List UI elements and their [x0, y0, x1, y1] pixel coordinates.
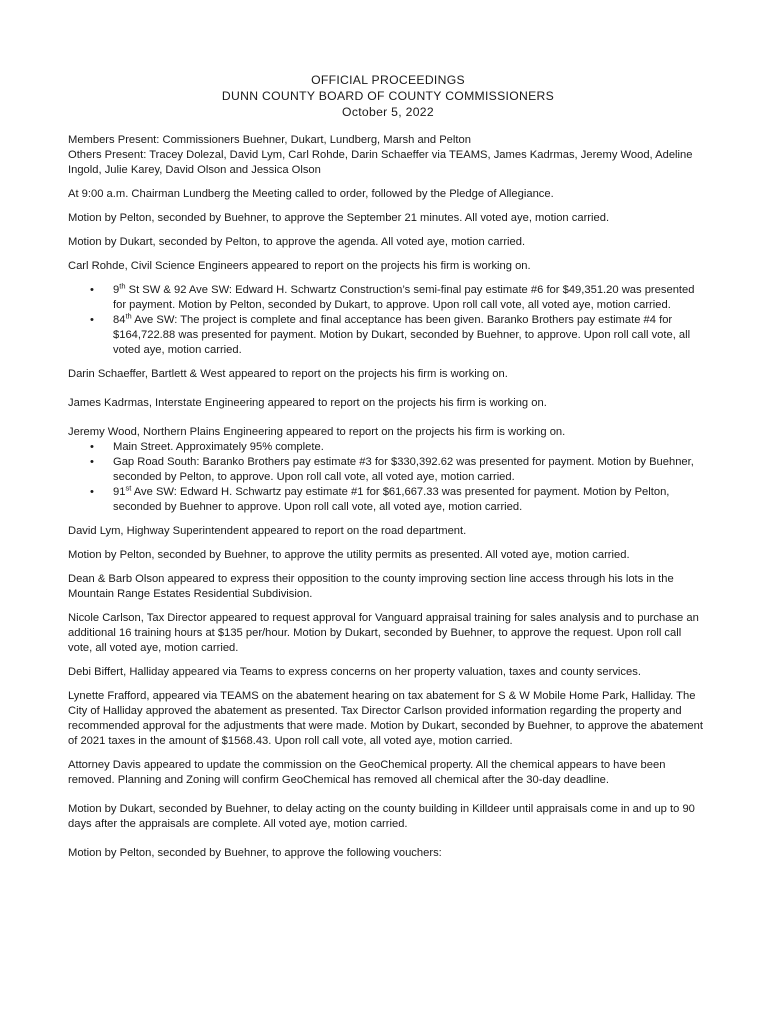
others-present: Others Present: Tracey Dolezal, David Lym, Carl Rohde, Darin Schaeffer via TEAMS, James Kadrmas, Jeremy Wood, Adeline Ingold, Julie Karey, David Olson and Jessica Olson [68, 149, 693, 176]
list-item: • 91st Ave SW: Edward H. Schwartz pay estimate #1 for $61,667.33 was presented for payment. Motion by Pelton, seconded by Buehner to approve. Upon roll call vote, all voted aye, motion carried. [113, 485, 708, 515]
header-title: OFFICIAL PROCEEDINGS [311, 73, 465, 87]
header-date: October 5, 2022 [342, 105, 434, 119]
paragraph-olson-opposition: Dean & Barb Olson appeared to express their opposition to the county improving section line access through his lots in the Mountain Range Estates Residential Subdivision. [68, 573, 674, 600]
members-present: Members Present: Commissioners Buehner, Dukart, Lundberg, Marsh and Pelton [68, 134, 471, 146]
paragraph-biffert-concerns: Debi Biffert, Halliday appeared via Teams to express concerns on her property valuation, taxes and county services. [68, 666, 641, 678]
paragraph-frafford-abatement: Lynette Frafford, appeared via TEAMS on the abatement hearing on tax abatement for S & W Mobile Home Park, Halliday. The City of Halliday approved the abatement as presented. Tax Director Carlson provided information regarding the property and recommended approval for the adjustments that were made. Motion by Dukart, seconded by Buehner, to approve the abatement of 2021 taxes in the amount of $1568.43. Upon roll call vote, all voted aye, motion carried. [68, 690, 703, 747]
paragraph-kadrmas-report: James Kadrmas, Interstate Engineering appeared to report on the projects his firm is working on. [68, 397, 547, 409]
header-board-name: DUNN COUNTY BOARD OF COUNTY COMMISSIONERS [221, 89, 555, 103]
paragraph-minutes-motion: Motion by Pelton, seconded by Buehner, to approve the September 21 minutes. All voted aye, motion carried. [68, 212, 610, 224]
list-item: • 84th Ave SW: The project is complete and final acceptance has been given. Baranko Brothers pay estimate #4 for $164,722.88 was presented for payment. Motion by Dukart, seconded by Buehner, to approve. Upon roll call vote, all voted aye, motion carried. [113, 313, 708, 358]
list-item: • Gap Road South: Baranko Brothers pay estimate #3 for $330,392.62 was presented for payment. Motion by Buehner, seconded by Pelton, to approve. Upon roll call vote, all voted aye, motion carried. [113, 455, 708, 485]
paragraph-rohde-report: Carl Rohde, Civil Science Engineers appeared to report on the projects his firm is working on. [68, 260, 531, 272]
list-item: • 9th St SW & 92 Ave SW: Edward H. Schwartz Construction’s semi-final pay estimate #6 for $49,351.20 was presented for payment. Motion by Pelton, seconded by Dukart, to approve. Upon roll call vote, all voted aye, motion carried. [113, 283, 708, 313]
list-item: • Main Street. Approximately 95% complete. [113, 440, 708, 455]
paragraph-county-building: Motion by Dukart, seconded by Buehner, to delay acting on the county building in Killdeer until appraisals come in and up to 90 days after the appraisals are complete. All voted aye, motion carried. [68, 803, 695, 830]
paragraph-agenda-motion: Motion by Dukart, seconded by Pelton, to approve the agenda. All voted aye, motion carried. [68, 236, 526, 248]
document-header [68, 72, 708, 120]
paragraph-call-to-order: At 9:00 a.m. Chairman Lundberg the Meeting called to order, followed by the Pledge of Allegiance. [68, 188, 554, 200]
paragraph-lym-report: David Lym, Highway Superintendent appeared to report on the road department. [68, 525, 467, 537]
paragraph-vouchers-motion: Motion by Pelton, seconded by Buehner, to approve the following vouchers: [68, 847, 442, 859]
paragraph-schaeffer-report: Darin Schaeffer, Bartlett & West appeared to report on the projects his firm is working on. [68, 368, 508, 380]
paragraph-utility-permits: Motion by Pelton, seconded by Buehner, to approve the utility permits as presented. All voted aye, motion carried. [68, 549, 630, 561]
wood-project-list [68, 440, 708, 515]
paragraph-carlson-training: Nicole Carlson, Tax Director appeared to request approval for Vanguard appraisal training for sales analysis and to purchase an additional 16 training hours at $135 per/hour. Motion by Dukart, seconded by Buehner, to approve the request. Upon roll call vote, all voted aye, motion carried. [68, 612, 699, 654]
rohde-project-list [68, 283, 708, 358]
paragraph-wood-report: Jeremy Wood, Northern Plains Engineering appeared to report on the projects his firm is working on. [68, 426, 566, 438]
paragraph-davis-geochemical: Attorney Davis appeared to update the commission on the GeoChemical property. All the chemical appears to have been removed. Planning and Zoning will confirm GeoChemical has removed all chemical after the 30-day deadline. [68, 759, 666, 786]
